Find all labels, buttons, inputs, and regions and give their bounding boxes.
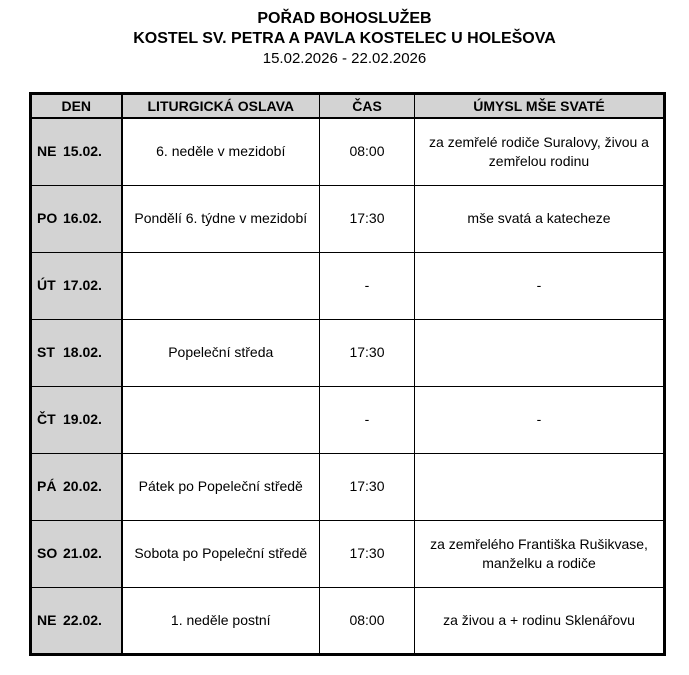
schedule-table [29, 92, 666, 656]
day-cell [31, 319, 122, 386]
time-cell: 08:00 [320, 587, 415, 654]
celebration-cell [122, 252, 320, 319]
time-cell: - [320, 386, 415, 453]
column-header-intention: ÚMYSL MŠE SVATÉ [415, 94, 665, 119]
document-header [0, 0, 689, 69]
intention-cell: za živou a + rodinu Sklenářovu [415, 587, 665, 654]
day-abbreviation: NE [37, 143, 57, 160]
celebration-cell: 6. neděle v mezidobí [122, 118, 320, 185]
celebration-cell [122, 386, 320, 453]
celebration-cell: Pátek po Popeleční středě [122, 453, 320, 520]
day-date: 18.02. [63, 344, 102, 360]
day-abbreviation: SO [37, 545, 58, 561]
day-date: 15.02. [63, 143, 102, 160]
intention-cell: - [415, 386, 665, 453]
table-row [31, 587, 665, 654]
celebration-cell: 1. neděle postní [122, 587, 320, 654]
day-cell [31, 453, 122, 520]
time-cell: 17:30 [320, 520, 415, 587]
celebration-cell: Popeleční středa [122, 319, 320, 386]
celebration-cell: Sobota po Popeleční středě [122, 520, 320, 587]
time-cell: 17:30 [320, 319, 415, 386]
day-date: 20.02. [63, 478, 102, 494]
column-header-day: DEN [31, 94, 122, 119]
date-range: 15.02.2026 - 22.02.2026 [262, 50, 427, 67]
intention-cell [415, 453, 665, 520]
time-cell: 17:30 [320, 185, 415, 252]
day-cell [31, 185, 122, 252]
intention-cell [415, 319, 665, 386]
day-cell [31, 118, 122, 185]
day-abbreviation: NE [37, 611, 57, 628]
day-abbreviation: ČT [37, 411, 56, 427]
day-abbreviation: ÚT [37, 277, 56, 293]
day-cell [31, 386, 122, 453]
day-date: 17.02. [63, 277, 102, 293]
column-header-celebration: LITURGICKÁ OSLAVA [122, 94, 320, 119]
intention-cell: mše svatá a katecheze [415, 185, 665, 252]
table-row [31, 319, 665, 386]
time-cell: - [320, 252, 415, 319]
church-name: KOSTEL SV. PETRA A PAVLA KOSTELEC U HOLEŠOVA [133, 30, 556, 47]
column-header-time: ČAS [320, 94, 415, 119]
table-row [31, 185, 665, 252]
schedule-table-header [31, 94, 665, 119]
day-cell [31, 587, 122, 654]
day-abbreviation: ST [37, 344, 55, 360]
header-row [31, 94, 665, 119]
time-cell: 08:00 [320, 118, 415, 185]
day-date: 21.02. [63, 545, 102, 561]
day-date: 22.02. [63, 611, 102, 628]
document-title: POŘAD BOHOSLUŽEB [257, 10, 432, 27]
day-abbreviation: PÁ [37, 478, 57, 494]
table-row [31, 118, 665, 185]
schedule-table-body [31, 118, 665, 654]
table-row [31, 252, 665, 319]
day-abbreviation: PO [37, 210, 58, 226]
day-cell [31, 252, 122, 319]
intention-cell: - [415, 252, 665, 319]
day-date: 19.02. [63, 411, 102, 427]
table-row [31, 453, 665, 520]
day-date: 16.02. [63, 210, 102, 226]
day-cell [31, 520, 122, 587]
celebration-cell: Pondělí 6. týdne v mezidobí [122, 185, 320, 252]
intention-cell: za zemřelého Františka Rušikvase, manželku a rodiče [415, 520, 665, 587]
table-row [31, 386, 665, 453]
time-cell: 17:30 [320, 453, 415, 520]
table-row [31, 520, 665, 587]
intention-cell: za zemřelé rodiče Suralovy, živou a zemřelou rodinu [415, 118, 665, 185]
